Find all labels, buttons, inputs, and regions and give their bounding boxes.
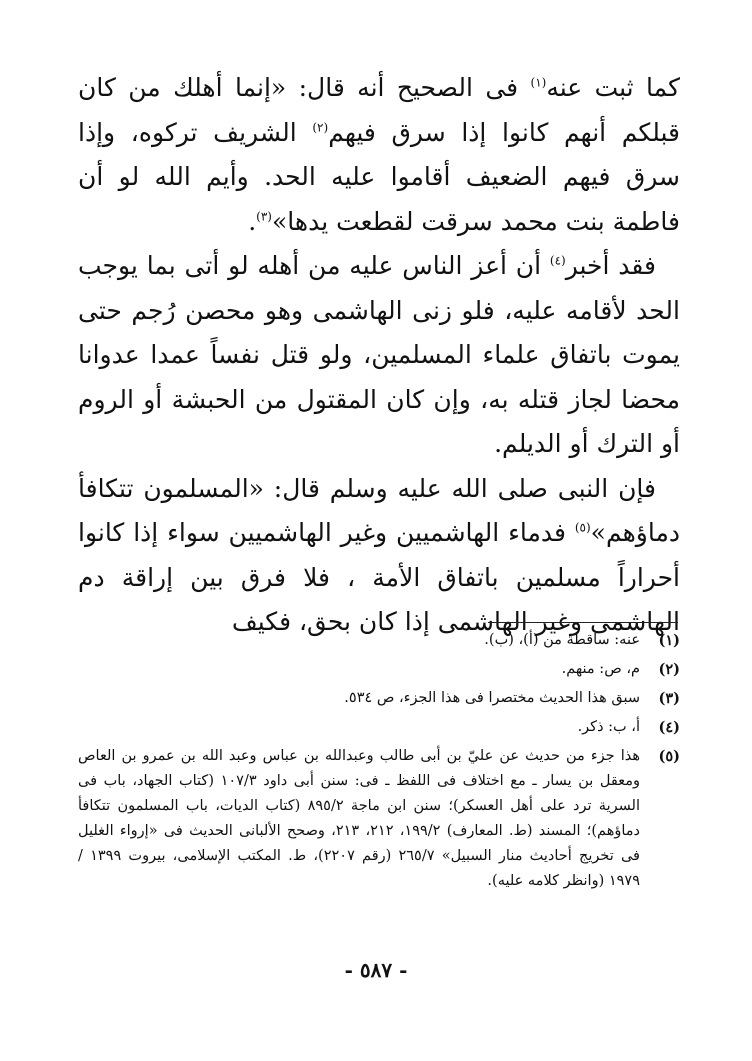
footnote-number: (٥)	[658, 748, 680, 765]
text-run: كما ثبت عنه	[546, 73, 680, 102]
footnote-text: عنه: ساقطة من (أ)، (ب).	[484, 632, 640, 648]
footnote-4	[78, 715, 680, 740]
footnotes	[78, 628, 680, 898]
footnote-text: هذا جزء من حديث عن عليّ بن أبى طالب وعبدالله بن عباس وعبد الله بن عمرو بن العاص ومعقل بن يسار ـ مع اختلاف فى اللفظ ـ فى: سنن أبى داود ١٠٧/٣ (كتاب الجهاد، باب فى السرية ترد على أهل العسكر)؛ سنن ابن ماجة ٨٩٥/٢ (كتاب الديات، باب المسلمون تتكافأ دماؤهم)؛ المسند (ط. المعارف) ١٩٩/٢، ٢١٢، ٢١٣، وصحح الألبانى الحديث فى «إرواء الغليل فى تخريج أحاديث منار السبيل» ٢٦٥/٧ (رقم ٢٢٠٧)، ط. المكتب الإسلامى، بيروت ١٣٩٩ / ١٩٧٩ (وانظر كلامه عليه).	[78, 748, 640, 889]
footnote-ref-1: (١)	[530, 75, 547, 90]
footnote-ref-5: (٥)	[574, 520, 591, 535]
text-run: الشريف تركوه، وإذا سرق فيهم الضعيف أقاموا عليه الحد. وأيم الله لو أن فاطمة بنت محمد سرقت لقطعت يدها»	[78, 117, 680, 236]
footnote-number: (٤)	[658, 719, 680, 736]
footnote-text: سبق هذا الحديث مختصرا فى هذا الجزء، ص ٥٣٤.	[344, 690, 640, 706]
footnote-1	[78, 628, 680, 653]
footnote-number: (٣)	[658, 690, 680, 707]
footnote-ref-2: (٢)	[312, 120, 329, 135]
footnote-ref-4: (٤)	[549, 253, 566, 268]
text-run: فدماء الهاشميين وغير الهاشميين سواء إذا كانوا أحراراً مسلمين باتفاق الأمة ، فلا فرق بين إراقة دم الهاشمى وغير الهاشمى إذا كان بحق، فكيف	[78, 518, 680, 636]
footnote-number: (٢)	[658, 661, 680, 678]
footnote-2	[78, 657, 680, 682]
text-run: فإن النبى صلى الله عليه وسلم قال: «المسلمون تتكافأ دماؤهم»	[78, 473, 680, 547]
main-text	[78, 66, 680, 645]
paragraph-3	[78, 467, 680, 645]
footnote-5	[78, 744, 680, 894]
paragraph-1	[78, 66, 680, 244]
text-run: أن أعز الناس عليه من أهله لو أتى بما يوجب الحد لأقامه عليه، فلو زنى الهاشمى وهو محصن رُجم حتى يموت باتفاق علماء المسلمين، ولو قتل نفساً عمدا عدوانا محضا لجاز قتله به، وإن كان المقتول من الحبشة أو الروم أو الترك أو الديلم.	[78, 251, 680, 458]
footnote-number: (١)	[658, 632, 680, 649]
text-run: .	[248, 206, 257, 236]
paragraph-2	[78, 244, 680, 467]
page-number: - ٥٨٧ -	[344, 958, 408, 982]
footnote-divider	[488, 622, 678, 623]
footnote-text: أ، ب: ذكر.	[577, 719, 640, 735]
footnote-text: م، ص: منهم.	[561, 661, 640, 677]
footnote-ref-3: (٣)	[256, 209, 272, 224]
text-run: فى الصحيح أنه قال: «إنما أهلك من كان قبلكم أنهم كانوا إذا سرق فيهم	[78, 73, 681, 147]
footnote-3	[78, 686, 680, 711]
text-run: فقد أخبر	[565, 251, 656, 280]
